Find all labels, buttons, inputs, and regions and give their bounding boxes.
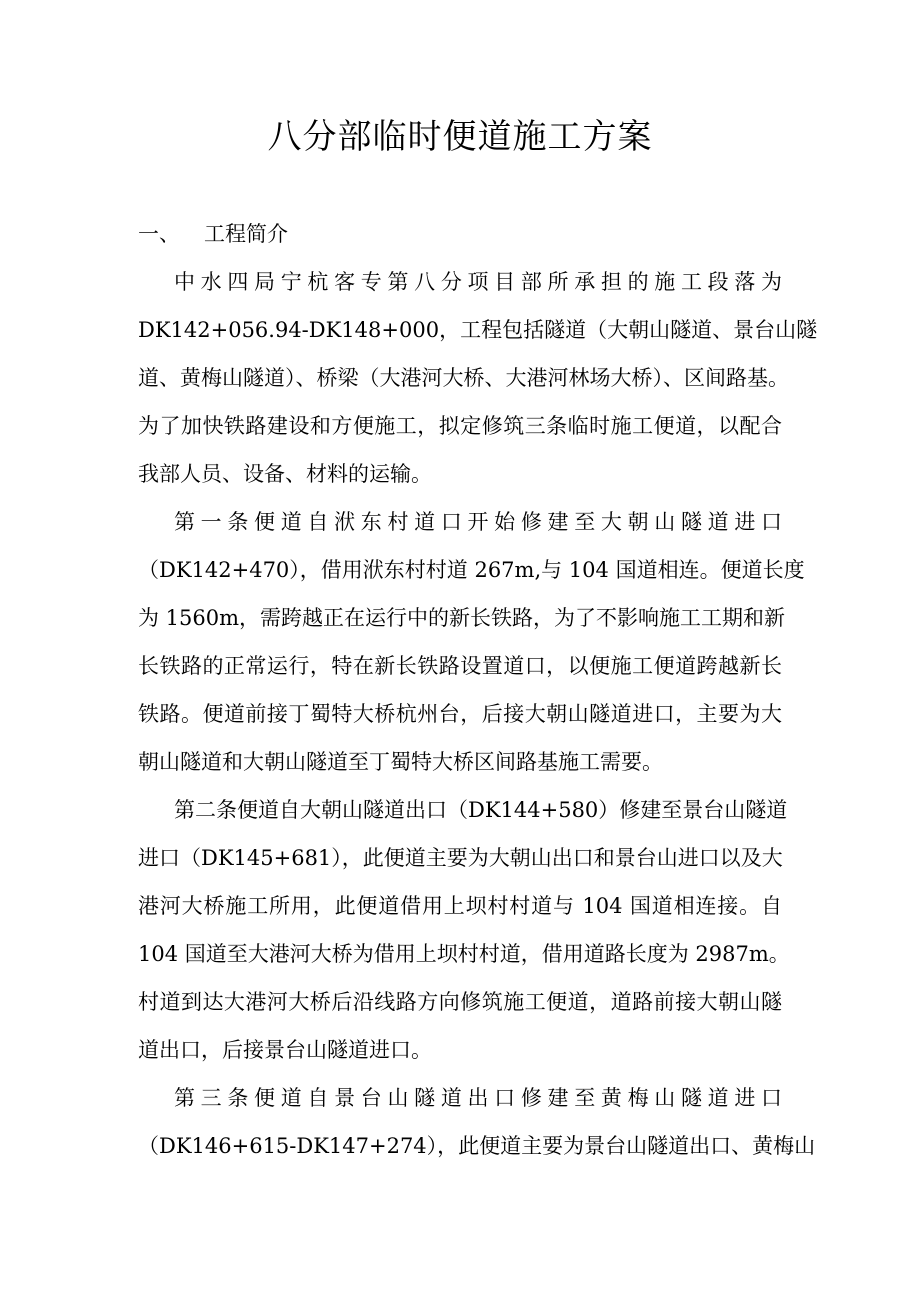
paragraph-line: 第三条便道自景台山隧道出口修建至黄梅山隧道进口 [174, 1086, 782, 1110]
paragraph-line: 铁路。便道前接丁蜀特大桥杭州台，后接大朝山隧道进口，主要为大 [138, 702, 782, 726]
document-title: 八分部临时便道施工方案 [267, 117, 653, 157]
paragraph-line: （DK142+470），借用洑东村村道 267m,与 104 国道相连。便道长度 [138, 558, 805, 582]
paragraph-line: 村道到达大港河大桥后沿线路方向修筑施工便道，道路前接大朝山隧 [138, 990, 782, 1014]
paragraph-line: 为 1560m，需跨越正在运行中的新长铁路，为了不影响施工工期和新 [138, 606, 786, 630]
paragraph-line: （DK146+615-DK147+274），此便道主要为景台山隧道出口、黄梅山 [138, 1134, 816, 1158]
paragraph-line: 道出口，后接景台山隧道进口。 [138, 1038, 432, 1062]
paragraph-line: 第二条便道自大朝山隧道出口（DK144+580）修建至景台山隧道 [174, 798, 788, 822]
paragraph-line: 进口（DK145+681），此便道主要为大朝山出口和景台山进口以及大 [138, 846, 783, 870]
paragraph-line: 港河大桥施工所用，此便道借用上坝村村道与 104 国道相连接。自 [138, 894, 782, 918]
paragraph-line: 为了加快铁路建设和方便施工，拟定修筑三条临时施工便道，以配合 [138, 414, 782, 438]
paragraph-line: DK142+056.94-DK148+000，工程包括隧道（大朝山隧道、景台山隧 [138, 318, 818, 342]
paragraph-line: 104 国道至大港河大桥为借用上坝村村道，借用道路长度为 2987m。 [138, 942, 790, 966]
paragraph-line: 中水四局宁杭客专第八分项目部所承担的施工段落为 [174, 270, 782, 294]
section-number: 一、 [138, 222, 180, 246]
paragraph-line: 第一条便道自洑东村道口开始修建至大朝山隧道进口 [174, 510, 782, 534]
paragraph-line: 我部人员、设备、材料的运输。 [138, 462, 432, 486]
paragraph-line: 朝山隧道和大朝山隧道至丁蜀特大桥区间路基施工需要。 [138, 750, 663, 774]
section-heading-text: 工程简介 [204, 222, 288, 246]
paragraph-line: 道、黄梅山隧道）、桥梁（大港河大桥、大港河林场大桥）、区间路基。 [138, 366, 789, 390]
paragraph-line: 长铁路的正常运行，特在新长铁路设置道口，以便施工便道跨越新长 [138, 654, 782, 678]
section-heading [138, 214, 288, 254]
